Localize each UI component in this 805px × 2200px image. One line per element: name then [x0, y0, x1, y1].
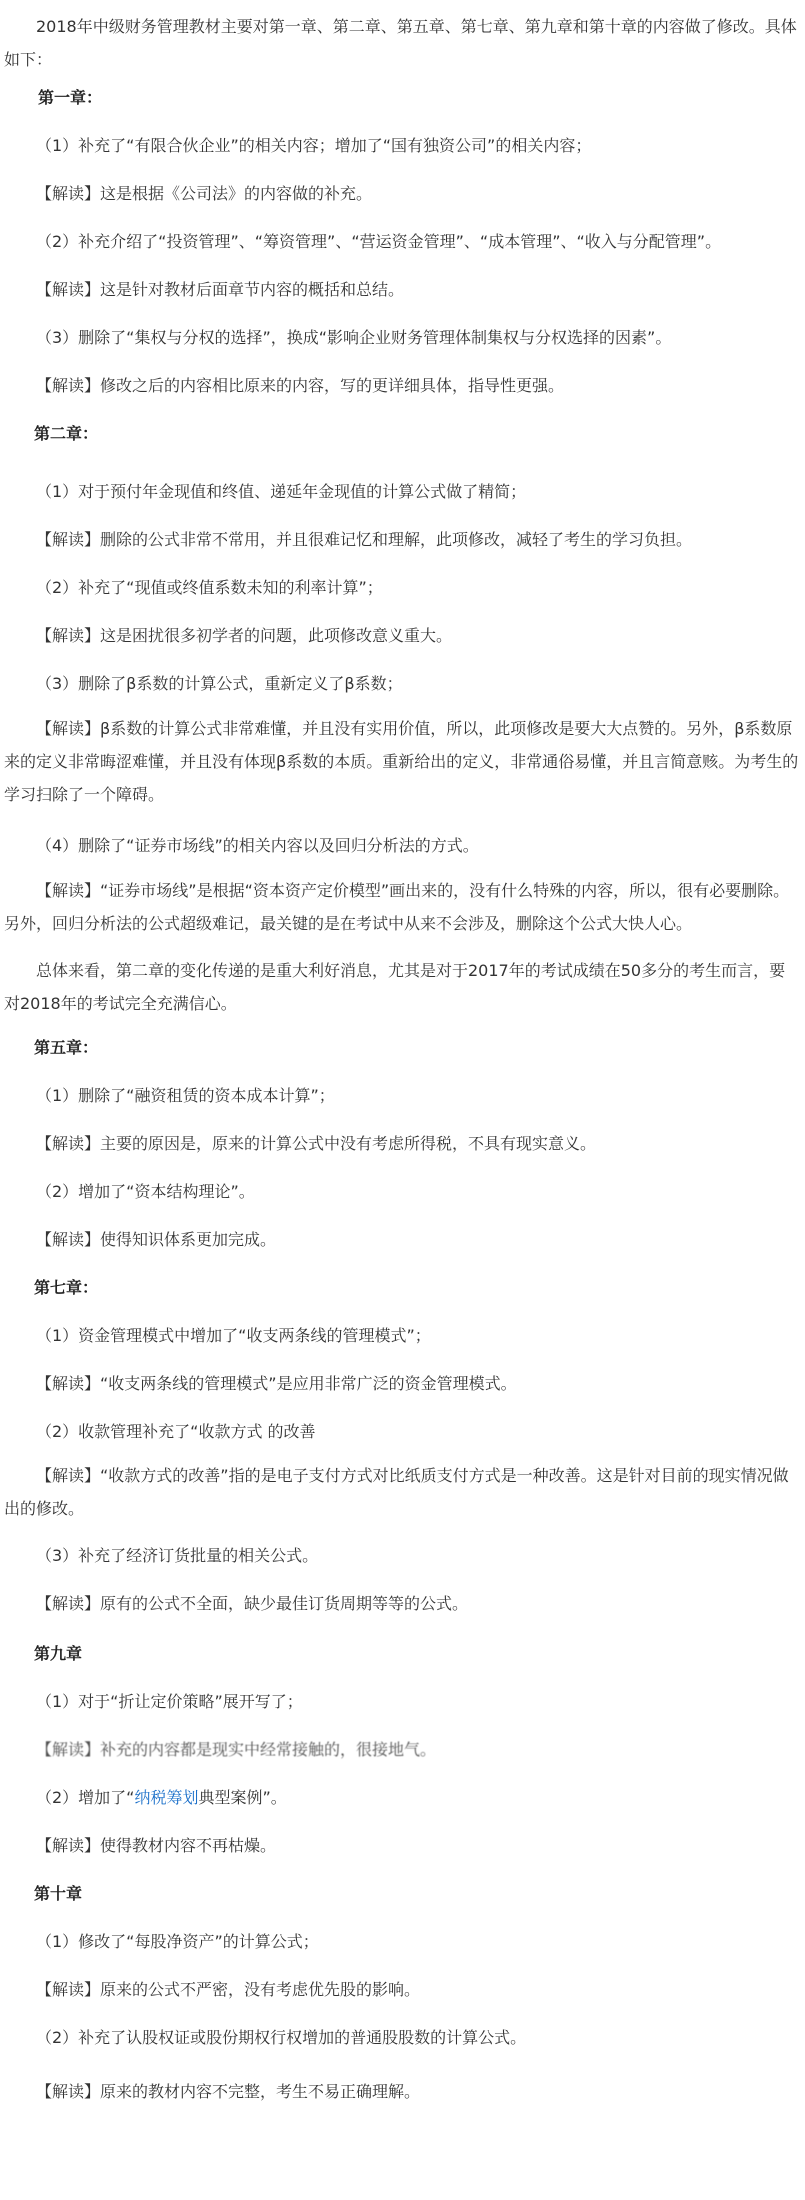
chapter-9-item-2: [36, 1786, 805, 1810]
chapter-7-note-2: 【解读】“收款方式的改善”指的是电子支付方式对比纸质支付方式是一种改善。这是针对目前的现实情况做出的修改。: [4, 1466, 789, 1518]
chapter-9-heading: 第九章: [34, 1644, 83, 1663]
chapter-2-item-3: （3）删除了β系数的计算公式，重新定义了β系数；: [36, 674, 403, 693]
chapter-5-item-2: （2）增加了“资本结构理论”。: [36, 1182, 255, 1201]
chapter-5-heading: 第五章：: [34, 1038, 99, 1057]
chapter-9-item-1: （1）对于“折让定价策略”展开写了；: [36, 1692, 303, 1711]
chapter-1-note-2: 【解读】这是针对教材后面章节内容的概括和总结。: [36, 280, 405, 299]
chapter-2-heading: 第二章：: [34, 424, 99, 443]
chapter-10-note-2: 【解读】原来的教材内容不完整，考生不易正确理解。: [36, 2082, 421, 2101]
chapter-10-heading: 第十章: [34, 1884, 83, 1903]
chapter-2-item-4: （4）删除了“证券市场线”的相关内容以及回归分析法的方式。: [36, 836, 479, 855]
chapter-5-note-1: 【解读】主要的原因是，原来的计算公式中没有考虑所得税，不具有现实意义。: [36, 1134, 597, 1153]
chapter-5-note-2: 【解读】使得知识体系更加完成。: [36, 1230, 277, 1249]
chapter-1-item-1: （1）补充了“有限合伙企业”的相关内容；增加了“国有独资公司”的相关内容；: [36, 136, 592, 155]
chapter-7-heading: 第七章：: [34, 1278, 99, 1297]
chapter-1-item-2: （2）补充介绍了“投资管理”、“筹资管理”、“营运资金管理”、“成本管理”、“收入与分配管理”。: [36, 232, 722, 251]
chapter-9-note-1: 【解读】补充的内容都是现实中经常接触的，很接地气。: [36, 1740, 437, 1759]
chapter-1-item-3: （3）删除了“集权与分权的选择”，换成“影响企业财务管理体制集权与分权选择的因素”。: [36, 328, 672, 347]
chapter-10-item-1: （1）修改了“每股净资产”的计算公式；: [36, 1932, 319, 1951]
chapter-1-note-1: 【解读】这是根据《公司法》的内容做的补充。: [36, 184, 373, 203]
chapter-10-note-1: 【解读】原来的公式不严密，没有考虑优先股的影响。: [36, 1980, 421, 1999]
chapter-1-heading: 第一章：: [38, 88, 103, 107]
intro-paragraph: 2018年中级财务管理教材主要对第一章、第二章、第五章、第七章、第九章和第十章的内容做了修改。具体如下：: [4, 17, 797, 69]
tax-planning-link[interactable]: 纳税筹划: [134, 1788, 199, 1807]
chapter-7-note-1: 【解读】“收支两条线的管理模式”是应用非常广泛的资金管理模式。: [36, 1374, 517, 1393]
chapter-7-item-2: （2）收款管理补充了“收款方式 的改善: [36, 1422, 316, 1441]
chapter-2-note-3: 【解读】β系数的计算公式非常难懂，并且没有实用价值，所以，此项修改是要大大点赞的。另外，β系数原来的定义非常晦涩难懂，并且没有体现β系数的本质。重新给出的定义，非常通俗易懂，并且言简意赅。为考生的学习扫除了一个障碍。: [4, 719, 799, 804]
chapter-2-note-1: 【解读】删除的公式非常不常用，并且很难记忆和理解，此项修改，减轻了考生的学习负担。: [36, 530, 693, 549]
chapter-2-item-1: （1）对于预付年金现值和终值、递延年金现值的计算公式做了精简；: [36, 482, 527, 501]
chapter-2-note-4: 【解读】“证券市场线”是根据“资本资产定价模型”画出来的，没有什么特殊的内容，所以，很有必要删除。另外，回归分析法的公式超级难记，最关键的是在考试中从来不会涉及，删除这个公式大快人心。: [4, 881, 790, 933]
chapter-7-item-1: （1）资金管理模式中增加了“收支两条线的管理模式”；: [36, 1326, 431, 1345]
chapter-1-note-3: 【解读】修改之后的内容相比原来的内容，写的更详细具体，指导性更强。: [36, 376, 565, 395]
chapter-9-item-2-suffix: 典型案例”。: [198, 1788, 287, 1807]
chapter-7-note-3: 【解读】原有的公式不全面，缺少最佳订货周期等等的公式。: [36, 1594, 469, 1613]
chapter-2-summary: 总体来看，第二章的变化传递的是重大利好消息，尤其是对于2017年的考试成绩在50多分的考生而言，要对2018年的考试完全充满信心。: [4, 961, 786, 1013]
chapter-7-item-3: （3）补充了经济订货批量的相关公式。: [36, 1546, 319, 1565]
chapter-10-item-2: （2）补充了认股权证或股份期权行权增加的普通股股数的计算公式。: [36, 2028, 527, 2047]
chapter-2-note-2: 【解读】这是困扰很多初学者的问题，此项修改意义重大。: [36, 626, 453, 645]
chapter-2-item-2: （2）补充了“现值或终值系数未知的利率计算”；: [36, 578, 383, 597]
chapter-9-note-2: 【解读】使得教材内容不再枯燥。: [36, 1836, 277, 1855]
chapter-9-item-2-prefix: （2）增加了“: [36, 1788, 135, 1807]
chapter-5-item-1: （1）删除了“融资租赁的资本成本计算”；: [36, 1086, 335, 1105]
